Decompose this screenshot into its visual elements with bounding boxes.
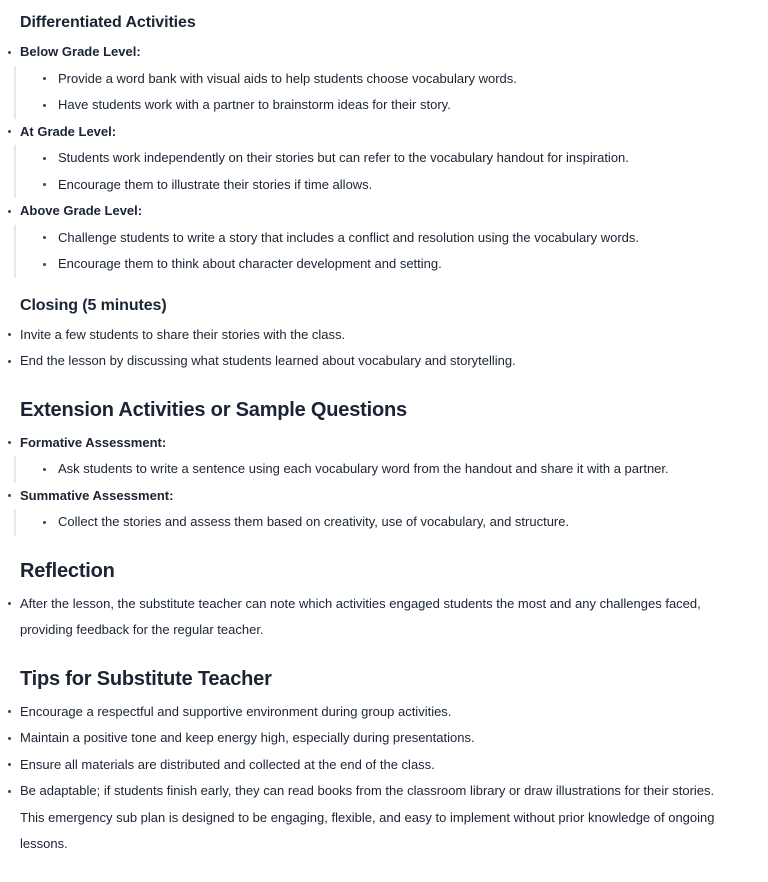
list-item: After the lesson, the substitute teacher can note which activities engaged students the most and any challenges faced, providing feedback for the regular teacher. bbox=[20, 591, 754, 644]
sub-list-formative-assessment bbox=[14, 456, 754, 483]
list-item: Invite a few students to share their stories with the class. bbox=[20, 322, 754, 349]
section-heading-differentiated-activities: Differentiated Activities bbox=[20, 14, 196, 31]
reflection-list bbox=[20, 591, 754, 644]
sub-list-item: Encourage them to illustrate their stories if time allows. bbox=[58, 172, 754, 199]
section-heading-extension-activities: Extension Activities or Sample Questions bbox=[20, 398, 407, 421]
list-item: Maintain a positive tone and keep energy high, especially during presentations. bbox=[20, 725, 754, 752]
tips-list bbox=[20, 699, 754, 805]
list-item: Encourage a respectful and supportive environment during group activities. bbox=[20, 699, 754, 726]
sub-list-above-grade-level bbox=[14, 225, 754, 278]
sub-list-item: Challenge students to write a story that includes a conflict and resolution using the vocabulary words. bbox=[58, 225, 754, 252]
list-item: Ensure all materials are distributed and collected at the end of the class. bbox=[20, 752, 754, 779]
list-item-label: Formative Assessment: bbox=[20, 434, 167, 450]
sub-list-item: Ask students to write a sentence using each vocabulary word from the handout and share it with a partner. bbox=[58, 456, 754, 483]
sub-list-item: Provide a word bank with visual aids to help students choose vocabulary words. bbox=[58, 66, 754, 93]
list-item-below-grade-level bbox=[20, 39, 754, 119]
differentiated-activities-list bbox=[20, 39, 754, 278]
sub-list-below-grade-level bbox=[14, 66, 754, 119]
list-item-label: Summative Assessment: bbox=[20, 487, 174, 503]
footer-paragraph: This emergency sub plan is designed to be engaging, flexible, and easy to implement without prior knowledge of ongoing lessons. bbox=[20, 809, 715, 851]
list-item: End the lesson by discussing what students learned about vocabulary and storytelling. bbox=[20, 348, 754, 375]
list-item-label: At Grade Level: bbox=[20, 123, 117, 139]
list-item-formative-assessment bbox=[20, 430, 754, 483]
list-item-summative-assessment bbox=[20, 483, 754, 536]
list-item: Be adaptable; if students finish early, they can read books from the classroom library or draw illustrations for their stories. bbox=[20, 778, 754, 805]
sub-list-item: Collect the stories and assess them based on creativity, use of vocabulary, and structure. bbox=[58, 509, 754, 536]
sub-list-item: Encourage them to think about character development and setting. bbox=[58, 251, 754, 278]
section-heading-tips: Tips for Substitute Teacher bbox=[20, 667, 272, 690]
closing-list bbox=[20, 322, 754, 375]
sub-list-at-grade-level bbox=[14, 145, 754, 198]
list-item-at-grade-level bbox=[20, 119, 754, 199]
section-heading-reflection: Reflection bbox=[20, 559, 115, 582]
section-heading-closing: Closing (5 minutes) bbox=[20, 296, 167, 314]
list-item-label: Above Grade Level: bbox=[20, 203, 143, 218]
sub-list-summative-assessment bbox=[14, 509, 754, 536]
extension-activities-list bbox=[20, 430, 754, 536]
list-item-label: Below Grade Level: bbox=[20, 44, 141, 59]
list-item-above-grade-level bbox=[20, 198, 754, 278]
sub-list-item: Have students work with a partner to brainstorm ideas for their story. bbox=[58, 92, 754, 119]
sub-list-item: Students work independently on their stories but can refer to the vocabulary handout for inspiration. bbox=[58, 145, 754, 172]
